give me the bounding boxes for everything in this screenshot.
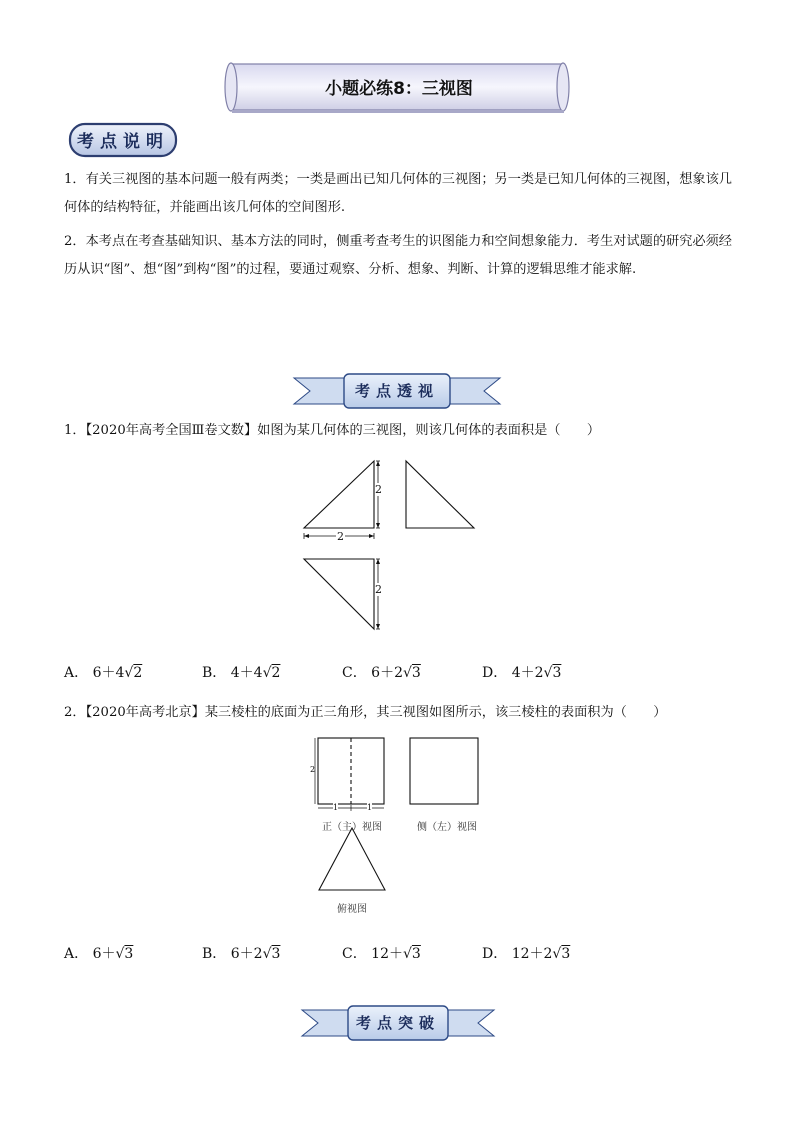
q2-option-b-expr: 6＋2 (230, 946, 263, 962)
insight-ribbon-label: 考点透视 (354, 382, 439, 400)
q1-option-c-expr: 6＋2 (371, 665, 403, 681)
radical-icon: √ (115, 946, 125, 962)
q2-option-c-radicand: 3 (411, 946, 421, 962)
q1-option-d-radicand: 3 (552, 665, 562, 681)
explain-paragraph-2: 2．本考点在考查基础知识、基本方法的同时，侧重考查考生的识图能力和空间想象能力．考生对试题的研究必须经历从识“图”、想“图”到构“图”的过程，要通过观察、分析、想象、判断、计算的逻辑思维才能求解. (64, 234, 732, 277)
q1-dim-top-height: 2 (375, 583, 382, 596)
radical-icon: √ (543, 665, 553, 681)
q1-option-a-radicand: 2 (133, 665, 143, 681)
q1-option-b-letter: B． (202, 665, 227, 681)
question-1-three-view-figure (296, 455, 486, 635)
q2-option-d-radicand: 3 (561, 946, 571, 962)
question-2-three-view-figure (306, 732, 486, 892)
radical-icon: √ (552, 946, 562, 962)
q2-dim-height: 2 (310, 765, 316, 774)
q2-option-a-letter: A． (64, 946, 89, 962)
explain-badge-label: 考点说明 (77, 132, 169, 152)
q2-dim-left-half: 1 (333, 803, 339, 812)
page-title: 小题必练8：三视图 (325, 79, 473, 99)
question-1-text: 1．【2020年高考全国Ⅲ卷文数】如图为某几何体的三视图，则该几何体的表面积是（ ） (64, 423, 601, 438)
q2-option-b-radicand: 3 (271, 946, 281, 962)
q2-option-a-expr: 6＋ (92, 946, 116, 962)
radical-icon: √ (124, 665, 134, 681)
radical-icon: √ (262, 946, 272, 962)
q2-caption-front: 正（主）视图 (322, 822, 382, 833)
q2-option-a-radicand: 3 (124, 946, 134, 962)
q2-caption-side: 侧（左）视图 (417, 822, 477, 833)
radical-icon: √ (403, 946, 412, 962)
q1-option-b-expr: 4＋4 (230, 665, 263, 681)
q2-option-d[interactable] (482, 943, 570, 963)
explain-paragraph-1: 1．有关三视图的基本问题一般有两类；一类是画出已知几何体的三视图；另一类是已知几何体的三视图，想象该几何体的结构特征，并能画出该几何体的空间图形. (64, 172, 732, 215)
q2-option-b[interactable] (202, 943, 280, 963)
q2-option-d-letter: D． (482, 946, 508, 962)
q1-option-a-expr: 6＋4 (92, 665, 125, 681)
q2-caption-top: 俯视图 (337, 904, 367, 915)
q1-option-d[interactable] (482, 662, 561, 682)
q1-option-d-letter: D． (482, 665, 508, 681)
q1-option-b[interactable] (202, 662, 280, 682)
q2-option-c[interactable] (342, 943, 421, 963)
q2-option-c-letter: C． (342, 946, 367, 962)
q1-option-a-letter: A． (64, 665, 89, 681)
q1-option-b-radicand: 2 (271, 665, 281, 681)
q2-option-a[interactable] (64, 943, 133, 963)
q1-dim-front-width: 2 (337, 530, 344, 543)
q1-option-c[interactable] (342, 662, 421, 682)
q1-dim-front-height: 2 (375, 483, 382, 496)
breakthrough-ribbon-label: 考点突破 (355, 1014, 440, 1032)
q2-option-b-letter: B． (202, 946, 227, 962)
q1-option-c-letter: C． (342, 665, 367, 681)
question-2-text: 2．【2020年高考北京】某三棱柱的底面为正三角形，其三视图如图所示，该三棱柱的表面积为（ ） (64, 705, 667, 720)
q1-option-a[interactable] (64, 662, 142, 682)
q1-option-c-radicand: 3 (411, 665, 421, 681)
radical-icon: √ (403, 665, 412, 681)
q2-option-d-expr: 12＋2 (511, 946, 553, 962)
q1-option-d-expr: 4＋2 (511, 665, 544, 681)
q2-dim-right-half: 1 (367, 803, 373, 812)
q2-option-c-expr: 12＋ (371, 946, 403, 962)
radical-icon: √ (262, 665, 272, 681)
